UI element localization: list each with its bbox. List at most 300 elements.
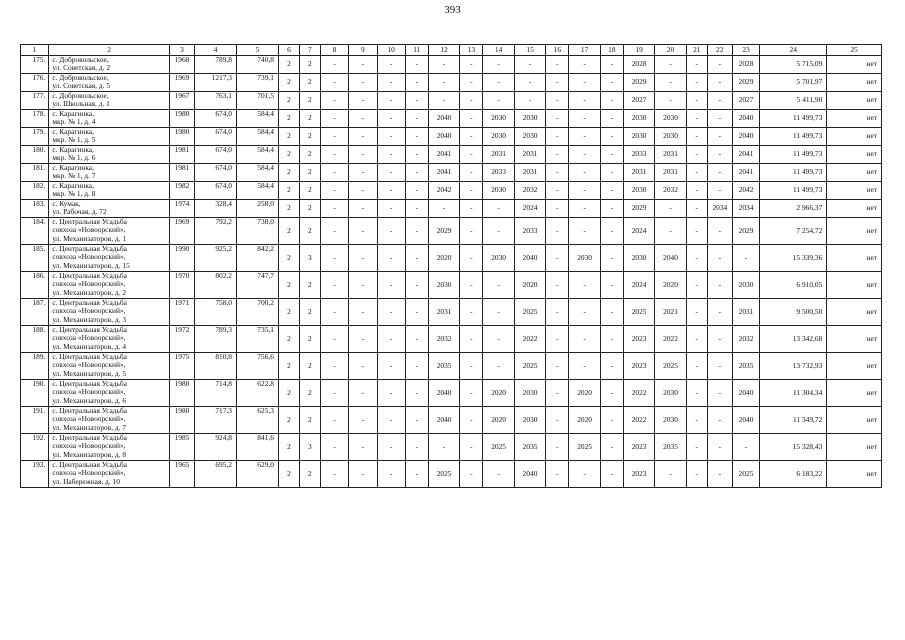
- table-cell: 2025: [483, 434, 514, 461]
- table-cell: -: [405, 182, 428, 200]
- row-number: 190.: [21, 380, 49, 407]
- row-number: 178.: [21, 110, 49, 128]
- table-cell: -: [569, 272, 600, 299]
- table-cell: -: [377, 164, 405, 182]
- table-row: [21, 56, 882, 74]
- row-number: 192.: [21, 434, 49, 461]
- table-cell: 2020: [428, 245, 459, 272]
- address-cell: [49, 146, 170, 164]
- table-cell: 2025: [569, 434, 600, 461]
- column-number-header: 11: [405, 45, 428, 56]
- table-cell: -: [377, 407, 405, 434]
- table-cell: -: [460, 353, 483, 380]
- table-cell: -: [546, 182, 569, 200]
- column-number-header: 8: [320, 45, 348, 56]
- row-number: 177.: [21, 92, 49, 110]
- table-cell: 2: [299, 200, 320, 218]
- table-cell: -: [483, 326, 514, 353]
- table-cell: 2022: [655, 326, 686, 353]
- table-cell: 2: [278, 272, 299, 299]
- table-cell: -: [460, 128, 483, 146]
- address-line: с. Карагинка,: [52, 127, 94, 136]
- table-row: [21, 146, 882, 164]
- table-cell: 2035: [514, 434, 545, 461]
- table-cell: 2041: [428, 164, 459, 182]
- table-cell: -: [405, 146, 428, 164]
- table-cell: 758,0: [195, 299, 237, 326]
- table-cell: -: [707, 272, 732, 299]
- table-cell: -: [405, 380, 428, 407]
- table-cell: -: [600, 92, 623, 110]
- table-cell: -: [377, 200, 405, 218]
- table-cell: 810,8: [195, 353, 237, 380]
- table-cell: 2030: [569, 245, 600, 272]
- table-cell: -: [460, 299, 483, 326]
- table-row: [21, 272, 882, 299]
- table-cell: 2032: [514, 182, 545, 200]
- table-cell: -: [349, 272, 377, 299]
- table-cell: -: [707, 110, 732, 128]
- table-cell: 2021: [655, 299, 686, 326]
- table-cell: 11 499,73: [760, 182, 827, 200]
- address-line: ул. Рабочая, д. 72: [52, 207, 107, 217]
- table-cell: нет: [827, 434, 882, 461]
- table-cell: 15 339,36: [760, 245, 827, 272]
- table-cell: 2: [299, 218, 320, 245]
- table-cell: 2020: [569, 380, 600, 407]
- table-cell: 1982: [169, 182, 194, 200]
- table-cell: 2040: [655, 245, 686, 272]
- address-cell: [49, 218, 170, 245]
- address-line: совхоза «Новоорский»,: [52, 468, 126, 478]
- column-number-header: 9: [349, 45, 377, 56]
- table-cell: -: [600, 407, 623, 434]
- address-line: с. Центральная Усадьба: [52, 460, 127, 469]
- table-cell: 2024: [514, 200, 545, 218]
- table-row: [21, 326, 882, 353]
- table-cell: -: [707, 128, 732, 146]
- table-cell: -: [655, 74, 686, 92]
- table-cell: нет: [827, 92, 882, 110]
- table-cell: 1980: [169, 407, 194, 434]
- table-cell: 2041: [428, 146, 459, 164]
- row-number: 182.: [21, 182, 49, 200]
- table-cell: нет: [827, 407, 882, 434]
- table-cell: -: [377, 56, 405, 74]
- table-cell: -: [600, 380, 623, 407]
- table-cell: -: [349, 164, 377, 182]
- table-cell: 2042: [428, 182, 459, 200]
- table-cell: -: [686, 434, 707, 461]
- table-cell: 2031: [732, 299, 759, 326]
- column-number-header: 15: [514, 45, 545, 56]
- address-cell: [49, 164, 170, 182]
- table-cell: -: [600, 200, 623, 218]
- table-cell: -: [546, 461, 569, 488]
- table-cell: -: [546, 146, 569, 164]
- table-cell: -: [600, 461, 623, 488]
- column-number-header: 23: [732, 45, 759, 56]
- table-cell: 841,6: [237, 434, 279, 461]
- table-cell: -: [686, 218, 707, 245]
- table-cell: 2033: [514, 218, 545, 245]
- table-cell: -: [707, 353, 732, 380]
- table-cell: 714,8: [195, 380, 237, 407]
- table-cell: -: [377, 245, 405, 272]
- table-cell: -: [546, 380, 569, 407]
- table-cell: 2: [299, 74, 320, 92]
- table-cell: 2: [278, 461, 299, 488]
- table-cell: 11 499,73: [760, 164, 827, 182]
- table-cell: -: [546, 56, 569, 74]
- table-cell: 2030: [623, 110, 654, 128]
- table-cell: 2: [278, 146, 299, 164]
- table-cell: -: [320, 353, 348, 380]
- row-number: 184.: [21, 218, 49, 245]
- table-cell: 1974: [169, 200, 194, 218]
- column-number-header: 10: [377, 45, 405, 56]
- table-cell: -: [546, 326, 569, 353]
- table-cell: -: [483, 200, 514, 218]
- table-cell: -: [320, 146, 348, 164]
- table-cell: 2: [278, 434, 299, 461]
- table-cell: -: [349, 200, 377, 218]
- table-cell: -: [349, 380, 377, 407]
- row-number: 185.: [21, 245, 49, 272]
- table-cell: 1990: [169, 245, 194, 272]
- table-cell: -: [349, 245, 377, 272]
- table-row: [21, 245, 882, 272]
- table-cell: 6 183,22: [760, 461, 827, 488]
- table-cell: 11 499,73: [760, 146, 827, 164]
- table-cell: 11 304,34: [760, 380, 827, 407]
- table-cell: -: [569, 461, 600, 488]
- address-line: ул. Советская, д. 5: [52, 81, 111, 91]
- table-cell: 2024: [623, 272, 654, 299]
- column-number-header: 2: [49, 45, 170, 56]
- table-cell: -: [349, 92, 377, 110]
- table-cell: -: [320, 272, 348, 299]
- table-cell: 2032: [428, 326, 459, 353]
- table-cell: 9 500,50: [760, 299, 827, 326]
- table-cell: -: [320, 218, 348, 245]
- address-line: с. Добровольское,: [52, 73, 109, 82]
- address-line: мкр. № 1, д. 4: [52, 117, 96, 127]
- table-cell: -: [483, 218, 514, 245]
- table-cell: 584,4: [237, 182, 279, 200]
- table-cell: 2023: [623, 326, 654, 353]
- table-cell: -: [460, 434, 483, 461]
- table-cell: 2 966,37: [760, 200, 827, 218]
- table-cell: 2030: [483, 128, 514, 146]
- table-cell: -: [460, 92, 483, 110]
- row-number: 175.: [21, 56, 49, 74]
- table-cell: 756,6: [237, 353, 279, 380]
- table-cell: 5 701,97: [760, 74, 827, 92]
- table-cell: 2: [278, 92, 299, 110]
- table-cell: 2034: [707, 200, 732, 218]
- table-cell: -: [377, 74, 405, 92]
- table-cell: 2024: [623, 218, 654, 245]
- table-cell: -: [686, 128, 707, 146]
- table-cell: -: [460, 56, 483, 74]
- table-row: [21, 461, 882, 488]
- table-cell: 2040: [428, 380, 459, 407]
- table-cell: 584,4: [237, 128, 279, 146]
- column-number-header: 19: [623, 45, 654, 56]
- table-cell: 2035: [732, 353, 759, 380]
- address-cell: [49, 128, 170, 146]
- table-cell: 2040: [428, 128, 459, 146]
- table-cell: -: [686, 164, 707, 182]
- table-cell: 13 342,68: [760, 326, 827, 353]
- table-cell: -: [460, 200, 483, 218]
- table-cell: 2029: [623, 74, 654, 92]
- table-cell: -: [600, 245, 623, 272]
- table-cell: -: [320, 200, 348, 218]
- table-cell: 802,2: [195, 272, 237, 299]
- table-cell: -: [405, 407, 428, 434]
- table-cell: 1968: [169, 56, 194, 74]
- table-cell: -: [405, 56, 428, 74]
- table-cell: -: [707, 92, 732, 110]
- address-line: с. Центральная Усадьба: [52, 433, 127, 442]
- table-cell: -: [349, 182, 377, 200]
- table-cell: -: [546, 299, 569, 326]
- table-cell: -: [349, 461, 377, 488]
- table-cell: 2030: [428, 272, 459, 299]
- table-cell: 1971: [169, 299, 194, 326]
- table-row: [21, 200, 882, 218]
- table-cell: 1967: [169, 92, 194, 110]
- table-cell: -: [707, 74, 732, 92]
- table-cell: 2022: [623, 407, 654, 434]
- table-cell: 700,2: [237, 299, 279, 326]
- table-cell: -: [405, 110, 428, 128]
- table-cell: -: [686, 407, 707, 434]
- table-cell: 735,1: [237, 326, 279, 353]
- table-cell: -: [405, 272, 428, 299]
- address-line: ул. Механизаторов, д. 5: [52, 368, 127, 378]
- table-cell: 2: [299, 299, 320, 326]
- table-cell: 925,2: [195, 245, 237, 272]
- table-cell: 1980: [169, 380, 194, 407]
- table-cell: 1980: [169, 110, 194, 128]
- table-cell: 1965: [169, 461, 194, 488]
- table-cell: 2: [278, 218, 299, 245]
- table-cell: -: [349, 128, 377, 146]
- table-cell: 584,4: [237, 146, 279, 164]
- address-line: с. Центральная Усадьба: [52, 217, 127, 226]
- address-line: совхоза «Новоорский»,: [52, 252, 126, 262]
- table-cell: нет: [827, 461, 882, 488]
- table-cell: -: [600, 434, 623, 461]
- table-cell: -: [377, 110, 405, 128]
- table-cell: 11 349,72: [760, 407, 827, 434]
- table-cell: 1217,3: [195, 74, 237, 92]
- table-cell: 2: [278, 353, 299, 380]
- table-cell: -: [460, 146, 483, 164]
- table-cell: 2: [299, 353, 320, 380]
- table-cell: 3: [299, 245, 320, 272]
- address-line: ул. Механизаторов, д. 15: [52, 260, 130, 270]
- table-cell: 1969: [169, 74, 194, 92]
- table-cell: -: [460, 74, 483, 92]
- address-line: с. Карагинка,: [52, 145, 94, 154]
- table-cell: 11 499,73: [760, 128, 827, 146]
- table-row: [21, 299, 882, 326]
- table-cell: нет: [827, 272, 882, 299]
- address-line: совхоза «Новоорский»,: [52, 306, 126, 316]
- table-cell: 2: [299, 461, 320, 488]
- row-number: 180.: [21, 146, 49, 164]
- table-cell: 2030: [514, 128, 545, 146]
- table-cell: -: [707, 326, 732, 353]
- table-cell: -: [600, 74, 623, 92]
- table-cell: -: [569, 146, 600, 164]
- table-cell: 2041: [732, 164, 759, 182]
- table-cell: 1985: [169, 434, 194, 461]
- table-cell: -: [600, 299, 623, 326]
- table-cell: 2023: [623, 353, 654, 380]
- table-cell: 2: [299, 128, 320, 146]
- table-cell: -: [600, 218, 623, 245]
- table-cell: 747,7: [237, 272, 279, 299]
- table-cell: -: [349, 299, 377, 326]
- row-number: 189.: [21, 353, 49, 380]
- table-cell: -: [483, 299, 514, 326]
- table-cell: -: [405, 74, 428, 92]
- table-cell: 1975: [169, 353, 194, 380]
- row-number: 188.: [21, 326, 49, 353]
- address-line: с. Центральная Усадьба: [52, 244, 127, 253]
- column-number-header: 24: [760, 45, 827, 56]
- table-cell: 2025: [623, 299, 654, 326]
- table-cell: -: [483, 353, 514, 380]
- column-number-header: 22: [707, 45, 732, 56]
- table-cell: -: [320, 110, 348, 128]
- table-cell: 2030: [483, 110, 514, 128]
- table-cell: 2030: [623, 245, 654, 272]
- row-number: 176.: [21, 74, 49, 92]
- table-cell: 2031: [428, 299, 459, 326]
- address-cell: [49, 56, 170, 74]
- table-cell: 792,2: [195, 218, 237, 245]
- table-cell: -: [320, 128, 348, 146]
- address-cell: [49, 326, 170, 353]
- address-cell: [49, 434, 170, 461]
- address-line: совхоза «Новоорский»,: [52, 414, 126, 424]
- table-cell: -: [377, 92, 405, 110]
- table-cell: 2: [278, 182, 299, 200]
- table-cell: -: [600, 353, 623, 380]
- table-cell: -: [460, 110, 483, 128]
- table-cell: нет: [827, 218, 882, 245]
- table-cell: -: [707, 461, 732, 488]
- table-cell: 2031: [514, 164, 545, 182]
- table-cell: 2031: [655, 146, 686, 164]
- table-cell: 763,1: [195, 92, 237, 110]
- column-number-header: 20: [655, 45, 686, 56]
- address-line: с. Центральная Усадьба: [52, 298, 127, 307]
- table-cell: -: [405, 128, 428, 146]
- table-cell: 15 328,43: [760, 434, 827, 461]
- address-line: с. Центральная Усадьба: [52, 271, 127, 280]
- table-cell: 3: [299, 434, 320, 461]
- table-cell: 2032: [732, 326, 759, 353]
- table-cell: -: [320, 326, 348, 353]
- table-cell: 2032: [655, 182, 686, 200]
- address-line: ул. Набережная, д. 10: [52, 476, 120, 486]
- table-cell: 2: [299, 326, 320, 353]
- table-cell: -: [349, 110, 377, 128]
- table-cell: 2040: [732, 128, 759, 146]
- table-cell: 2: [278, 110, 299, 128]
- table-cell: -: [732, 434, 759, 461]
- table-cell: -: [569, 56, 600, 74]
- table-cell: 2025: [428, 461, 459, 488]
- table-cell: 2: [278, 200, 299, 218]
- table-cell: -: [707, 245, 732, 272]
- table-cell: нет: [827, 128, 882, 146]
- table-cell: 674,0: [195, 146, 237, 164]
- table-cell: 1981: [169, 146, 194, 164]
- table-cell: 2022: [514, 326, 545, 353]
- table-cell: -: [655, 56, 686, 74]
- address-line: совхоза «Новоорский»,: [52, 225, 126, 235]
- table-cell: 13 732,93: [760, 353, 827, 380]
- address-line: мкр. № 1, д. 5: [52, 135, 96, 145]
- table-cell: 2030: [483, 245, 514, 272]
- table-cell: 2031: [623, 164, 654, 182]
- table-cell: -: [655, 92, 686, 110]
- table-cell: -: [349, 56, 377, 74]
- table-cell: 2: [299, 164, 320, 182]
- table-cell: 2035: [428, 353, 459, 380]
- table-cell: -: [377, 299, 405, 326]
- table-cell: -: [320, 461, 348, 488]
- table-cell: -: [546, 218, 569, 245]
- table-cell: -: [460, 407, 483, 434]
- table-cell: 2040: [732, 380, 759, 407]
- row-number: 186.: [21, 272, 49, 299]
- table-cell: 2040: [428, 110, 459, 128]
- table-cell: -: [460, 182, 483, 200]
- table-row: [21, 434, 882, 461]
- table-cell: нет: [827, 380, 882, 407]
- table-cell: -: [569, 326, 600, 353]
- table-cell: -: [377, 146, 405, 164]
- table-cell: -: [320, 434, 348, 461]
- table-cell: -: [600, 56, 623, 74]
- table-cell: -: [546, 74, 569, 92]
- table-cell: -: [707, 56, 732, 74]
- table-cell: нет: [827, 56, 882, 74]
- column-number-header: 16: [546, 45, 569, 56]
- table-cell: 2033: [623, 146, 654, 164]
- table-cell: 258,0: [237, 200, 279, 218]
- table-cell: -: [377, 380, 405, 407]
- table-cell: -: [514, 74, 545, 92]
- address-line: с. Центральная Усадьба: [52, 325, 127, 334]
- table-cell: -: [569, 200, 600, 218]
- address-cell: [49, 74, 170, 92]
- address-cell: [49, 407, 170, 434]
- address-line: совхоза «Новоорский»,: [52, 387, 126, 397]
- table-cell: 2023: [623, 461, 654, 488]
- address-line: с. Добровольское,: [52, 91, 109, 100]
- table-cell: -: [569, 128, 600, 146]
